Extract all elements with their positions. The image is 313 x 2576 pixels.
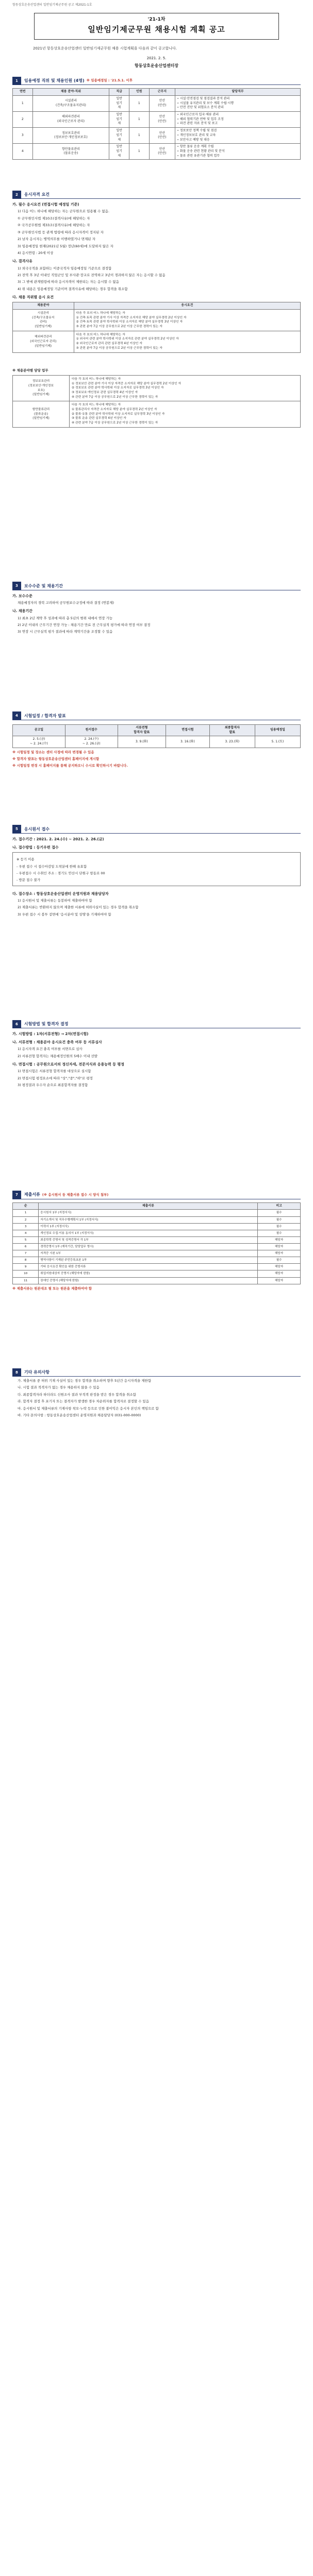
table-row: [13, 144, 301, 160]
table-row: [13, 112, 301, 128]
section-notes: [12, 1368, 301, 1418]
section-title: 기타 유의사항: [24, 1369, 50, 1375]
table-row: [13, 1210, 301, 1216]
table-cell: 일반 임기 제: [109, 128, 129, 144]
table-row: [13, 310, 301, 331]
table-cell: 필수: [258, 1257, 301, 1264]
table-cell: 해외파견관리 (외국인근로자 관리): [32, 112, 109, 128]
list-item: 마. 응시원서 및 제출서류의 기재사항 착오·누락 등으로 인한 불이익은 응시자 본인의 책임으로 함: [18, 1406, 159, 1411]
section-bar: [12, 191, 301, 199]
section-bar: [12, 825, 301, 834]
interview-list: [12, 1069, 301, 1088]
subsection-title: 나. 접수방법 : 등기우편 접수: [12, 845, 59, 850]
subsection-title: 가. 접수기간 : 2021. 2. 24.(수) ~ 2021. 2. 26.(금): [12, 837, 104, 841]
list-item: ② 국가공무원법 제33조(결격사유)에 해당하는 자: [18, 223, 90, 228]
table-header: 원서접수: [65, 724, 118, 736]
table-cell: 일반 임기 제: [109, 112, 129, 128]
table-cell: 4: [13, 1230, 39, 1236]
table-cell: 경력증명서 1부 (재직기간, 담당업무 명시): [39, 1243, 258, 1250]
list-item: ※ 등기 이용: [17, 857, 35, 862]
section-title: 응시원서 접수: [24, 826, 50, 832]
list-item: ※ 합격자 발표는 항동상호운송산업센터 홈페이지에 게시함: [12, 756, 100, 761]
table-cell: 3. 23.(화): [209, 736, 255, 748]
table-cell: 3. 16.(화): [166, 736, 209, 748]
list-item: 2) 남자 응시자는 병역의무를 이행하였거나 면제된 자: [18, 237, 95, 242]
table-header: 채용 분야·직위: [32, 89, 109, 96]
table-row: [13, 128, 301, 144]
table-cell: 해당자: [258, 1236, 301, 1243]
table-row: [13, 1250, 301, 1257]
qualification-table: [12, 302, 301, 352]
table-cell: 8: [13, 1257, 39, 1264]
table-cell: 다음 각 호의 어느 하나에 해당하는 자 ① 외국어 관련 분야 학사학위 이상 소지자로 관련 분야 실무경력 2년 이상인 자 ② 외국인근로자 관리 관련 실무경력 4년 이상인 자 ③ 관련 분야 7급 이상 공무원으로 2년 이상 근무한 경력이 있는 자: [74, 331, 300, 352]
table-cell: 10: [13, 1270, 39, 1277]
table-cell: 5: [13, 1236, 39, 1243]
list-item: 1) 최초 2년 계약 후 성과에 따라 총 5년의 범위 내에서 연장 가능: [18, 616, 113, 620]
table-cell: 항만물류관리 (물류운송): [32, 144, 109, 160]
document-screening-list: [12, 1047, 301, 1059]
table-header: 채용분야: [13, 302, 74, 310]
table-header: 면접시험: [166, 724, 209, 736]
table-header: 비고: [258, 1202, 301, 1210]
section-title: 제출서류: [24, 1192, 40, 1197]
table-cell: 안산 (안산): [149, 112, 175, 128]
subsection-title: 나. 결격사유: [12, 259, 32, 264]
table-cell: 이력서 1부 (지정서식): [39, 1223, 258, 1230]
section-number: 5: [12, 825, 21, 833]
table-cell: 최종학력 증명서 및 성적증명서 각 1부: [39, 1236, 258, 1243]
schedule-table: [12, 724, 301, 748]
table-cell: 3. 9.(화): [118, 736, 166, 748]
section-number: 2: [12, 191, 21, 199]
table-cell: 1: [13, 96, 33, 112]
table-cell: 해당자: [258, 1270, 301, 1277]
section-title: 시험방법 및 합격자 결정: [24, 1021, 69, 1026]
subsection-title: 다. 접수장소 : 항동상호운송산업센터 운영지원과 채용담당자: [12, 891, 109, 896]
table-header: 공고일: [13, 724, 65, 736]
title-box: [34, 13, 279, 40]
table-cell: 2. 24.(수) ~ 2. 26.(금): [65, 736, 118, 748]
table-cell: 다음 각 호의 어느 하나에 해당하는 자 ① 물류관리사 자격증 소지자로 해당 분야 실무경력 2년 이상인 자 ② 물류·유통 관련 분야 학사학위 이상 소지자로 실무경력 3년 이상인 자 ③ 물류 운송 관련 실무경력 4년 이상인 자 ④ 관련 분야 7급 이상 공무원으로 2년 이상 근무한 경력이 있는 자: [70, 401, 301, 427]
table-row: [13, 1216, 301, 1223]
list-item: 1) 외국국적을 포함하는 이중국적자 임용예정일 기준으로 결정함: [18, 266, 112, 270]
table-cell: 자기소개서 및 직무수행계획서 1부 (지정서식): [39, 1216, 258, 1223]
table-cell: 해당자: [258, 1264, 301, 1270]
list-item: ※ 시험일정 및 장소는 센터 사정에 따라 변경될 수 있음: [12, 750, 94, 754]
table-cell: 안산 (안산): [149, 96, 175, 112]
subsection-title: 나. 채용기간: [12, 609, 32, 614]
table-header: 순: [13, 1202, 39, 1210]
list-item: 라. 합격자 결정 후 포기자 또는 결격자가 발생한 경우 차순위자를 합격자로 결정할 수 있음: [18, 1399, 149, 1404]
table-cell: 3: [13, 1223, 39, 1230]
table-row: [13, 1257, 301, 1264]
section-title: 시험일정 / 합격자 발표: [24, 713, 66, 718]
table-row: [13, 1277, 301, 1284]
list-item: 2) 전역 후 3년 이내인 직업군인 및 부사관·장교로 전역하고 3년이 경과하지 않은 자는 응시할 수 없음: [18, 273, 166, 277]
section-number: 6: [12, 1020, 21, 1028]
list-item: 가. 제출서류 중 허위 기재 사실이 있는 경우 합격을 취소하며 향후 5년간 응시자격을 제한함: [18, 1379, 152, 1383]
table-cell: 7: [13, 1250, 39, 1257]
table-row: [13, 1264, 301, 1270]
list-item: 4) 응시연령 : 20세 이상: [18, 250, 54, 255]
table-cell: 해당자: [258, 1277, 301, 1284]
table-cell: 필수: [258, 1210, 301, 1216]
table-header: 서류전형 합격자 발표: [118, 724, 166, 736]
table-header: 임용예정일: [255, 724, 300, 736]
table-cell: ∘ 정보보안 정책 수립 및 점검 ∘ 개인정보보호 관리 및 교육 ∘ 보안사고 예방 및 대응: [175, 128, 301, 144]
section-subtitle: (※ 응시원서 등 제출서류 접수 시 양식 첨부): [42, 1192, 109, 1197]
table-cell: 필수: [258, 1223, 301, 1230]
table-row: [13, 1223, 301, 1230]
list-item: 1) 다음 어느 하나에 해당하는 자는 군무원으로 임용될 수 없음.: [18, 209, 110, 214]
list-item: 2) 2년 이내의 근무기간 연장 가능 : 채용기간 만료 전 근무실적 평가에 따라 연장 여부 결정: [18, 622, 151, 627]
table-cell: 개인정보 수집·이용 동의서 1부 (지정서식): [39, 1230, 258, 1236]
table-cell: 필수: [258, 1230, 301, 1236]
subsection-title: 다. 채용 직위별 응시 요건: [12, 295, 54, 300]
title-tag: '21-1차: [147, 16, 166, 22]
notes-list: [12, 1379, 301, 1418]
table-cell: 1: [129, 112, 149, 128]
positions-table: [12, 88, 301, 160]
section-number: 8: [12, 1368, 21, 1377]
table-row: [13, 1270, 301, 1277]
section-bar: [12, 1368, 301, 1377]
page-title: 일반임기제군무원 채용시험 계획 공고: [88, 24, 225, 34]
table-cell: ∘ 항만 물류 운송 계획 수립 ∘ 화물 운송 관련 현황 관리 및 분석 ∘ 물류 관련 유관기관 협력 업무: [175, 144, 301, 160]
list-item: 1) 응시자격 요건 충족 여부를 서면으로 심사: [18, 1047, 83, 1052]
section-documents: [12, 1191, 301, 1291]
section-bar: [12, 1020, 301, 1028]
table-row: [13, 96, 301, 112]
table-cell: 응시원서 1부 (지정서식): [39, 1210, 258, 1216]
list-item: 바. 기타 문의사항 : 항동상호운송산업센터 운영지원과 채용담당자 (031-000-0000): [18, 1413, 141, 1418]
documents-table: [12, 1202, 301, 1284]
application-list: [12, 899, 301, 917]
table-cell: ∘ 시설·안전점검 및 점검결과 분석 관리 ∘ 시설물 유지관리 및 보수 계획 수립·시행 ∘ 안전 진단 및 위험요소 분석 관리: [175, 96, 301, 112]
section-subtitle: ※ 임용예정일 : '21.5.1. 이후: [86, 78, 133, 83]
list-item: 3) 연장 시 근무실적 평가 결과에 따라 계약기간을 조정할 수 있음: [18, 630, 113, 634]
table-row: [13, 1230, 301, 1236]
subsection-title: 다. 면접시험 : 공무원으로서의 정신자세, 전문지식과 응용능력 등 평정: [12, 1062, 124, 1067]
table-row: [13, 401, 301, 427]
table-cell: 시설관리 (건축/구조물유지관리): [32, 96, 109, 112]
duty-table: [12, 375, 301, 428]
section-application: [12, 825, 301, 917]
table-cell: 해외파견관리 (외국인근로자 관리) (일반임기제): [13, 331, 74, 352]
table-cell: 일반 임기 제: [109, 144, 129, 160]
list-item: 4) 위 내용은 임용예정일 기준이며 결격사유에 해당하는 경우 합격을 취소함: [18, 286, 128, 291]
table-cell: 다음 각 호의 어느 하나에 해당하는 자 ① 정보보안 관련 분야 기사 이상 자격증 소지자로 해당 분야 실무경력 2년 이상인 자 ② 정보보호 관련 분야 학사학위 이상 소지자로 실무경력 3년 이상인 자 ③ 정보보호·개인정보 관련 실무경력 4년 이상인 자 ④ 관련 분야 7급 이상 공무원으로 2년 이상 근무한 경력이 있는 자: [70, 375, 301, 401]
table-cell: 2: [13, 1216, 39, 1223]
table-row: [13, 1236, 301, 1243]
table-cell: 시설관리 (건축/구조물유지 관리) (일반임기제): [13, 310, 74, 331]
section-bar: [12, 712, 301, 720]
list-item: 3) 평정결과 우수자 순으로 최종합격자를 결정함: [18, 1083, 88, 1088]
table-cell: 기타 응시요건 확인을 위한 증빙서류: [39, 1264, 258, 1270]
table-cell: 정보보호관리 (정보보안·개인정보 보호) (일반임기제): [13, 375, 70, 401]
table-cell: 자격증 사본 1부: [39, 1250, 258, 1257]
table-cell: 2: [13, 112, 33, 128]
section-number: 3: [12, 582, 21, 590]
list-item: - 우편접수 시 수취인 주소 : 경기도 안산시 단원구 항동로 00: [17, 871, 105, 875]
schedule-notes: [12, 750, 301, 769]
subsection-title: 가. 보수수준: [12, 594, 32, 598]
section-title: 응시자격 요건: [24, 192, 50, 197]
list-item: 2) 제출서류는 반환하지 않으며 제출한 서류에 허위사실이 있는 경우 합격을 취소함: [18, 905, 139, 910]
table-cell: 항만물류관리 (물류운송) (일반임기제): [13, 401, 70, 427]
table-cell: ∘ 외국인근로자 입국·체류 관리 ∘ 해외 협력기관 연락 및 업무 조정 ∘ 파견 관련 자료 분석 및 보고: [175, 112, 301, 128]
list-item: 1) 면접시험은 서류전형 합격자를 대상으로 실시함: [18, 1069, 91, 1074]
list-item: ① 군무원인사법 제10조(결격사유)에 해당하는 자: [18, 216, 90, 221]
subsection-title: 가. 시험방법 : 1차(서류전형) → 2차(면접시험): [12, 1032, 89, 1037]
section-bar: [12, 1191, 301, 1199]
table-header: 근무지: [149, 89, 175, 96]
section-bar: [12, 77, 301, 85]
section-eligibility: [12, 191, 301, 428]
documents-footnote: ※ 제출서류는 원본대조 필 또는 원본을 제출하여야 함: [12, 1286, 92, 1291]
period-list: [12, 616, 301, 635]
table-row: [13, 331, 301, 352]
list-item: - 방문 접수 불가: [17, 878, 41, 883]
section-bar: [12, 582, 301, 590]
section-positions: [12, 77, 301, 160]
table-cell: 1: [129, 144, 149, 160]
table-row: [13, 1243, 301, 1250]
list-item: 3) 그 밖에 관계법령에 따라 응시자격이 제한되는 자는 응시할 수 없음: [18, 280, 119, 284]
table-cell: 다음 각 호의 어느 하나에 해당하는 자 ① 건축·토목 관련 분야 기사 이상 자격증 소지자로 해당 분야 실무경력 2년 이상인 자 ② 건축·토목 관련 분야 학사학위 이상 소지자로 해당 분야 실무경력 3년 이상인 자 ③ 관련 분야 7급 이상 공무원으로 2년 이상 근무한 경력이 있는 자: [74, 310, 300, 331]
table-header: 직급: [109, 89, 129, 96]
section-exam: [12, 1020, 301, 1088]
section-number: 1: [12, 77, 21, 85]
table-cell: 취업지원대상자 증명서 (해당자에 한함): [39, 1270, 258, 1277]
disqualification-list: [12, 266, 301, 292]
table-header: 최종합격자 발표: [209, 724, 255, 736]
section-title: 보수수준 및 채용기간: [24, 583, 63, 588]
table-header: 인원: [129, 89, 149, 96]
notice-org: 항동상호운송산업센터장: [134, 63, 178, 68]
table-cell: 일반 임기 제: [109, 96, 129, 112]
table-cell: 필수: [258, 1216, 301, 1223]
list-item: 3) 임용예정일 현재(2021년 5월) 정년(60세)에 도달하지 않은 자: [18, 244, 113, 248]
application-box: [12, 852, 301, 886]
table-cell: 3: [13, 128, 33, 144]
table-cell: 6: [13, 1243, 39, 1250]
table-row: [13, 375, 301, 401]
list-item: 나. 시험 결과 적격자가 없는 경우 채용하지 않을 수 있음: [18, 1385, 100, 1390]
notice-date: 2021. 2. 5.: [146, 56, 167, 60]
table-cell: 11: [13, 1277, 39, 1284]
list-item: 3) 우편 접수 시 봉투 겉면에 '응시분야 및 성명'을 기재하여야 함: [18, 912, 111, 917]
table-cell: 안산 (안산): [149, 144, 175, 160]
subsection-title: 가. 필수 응시요건 (면접시험 예정일 기준): [12, 202, 79, 207]
table-cell: 정보보호관리 (정보보안·개인정보보호): [32, 128, 109, 144]
list-item: 2) 서류전형 합격자는 채용예정인원의 5배수 이내 선발: [18, 1054, 98, 1058]
table-cell: 장애인 증명서 (해당자에 한함): [39, 1277, 258, 1284]
table-cell: 병역사항이 기재된 주민등록초본 1부: [39, 1257, 258, 1264]
list-item: 2) 면접시험 평정요소에 따라 "상","중","하"로 평정: [18, 1076, 93, 1080]
table-cell: 4: [13, 144, 33, 160]
table-cell: 해당자: [258, 1250, 301, 1257]
table-cell: 9: [13, 1264, 39, 1270]
table-cell: 해당자: [258, 1243, 301, 1250]
table-cell: 안산 (안산): [149, 128, 175, 144]
table-cell: 5. 1.(토): [255, 736, 300, 748]
requirement-list: [12, 209, 301, 256]
list-item: 1) 응시원서 및 제출서류는 동봉하여 제출하여야 함: [18, 898, 92, 903]
duty-title: ※ 채용분야별 담당 업무: [12, 368, 48, 372]
table-header: 연번: [13, 89, 33, 96]
section-pay: [12, 582, 301, 635]
section-schedule: [12, 712, 301, 769]
intro-text: 2021년 항동상호운송산업센터 일반임기제군무원 채용 시험계획을 다음과 같이 공고합니다.: [33, 46, 177, 51]
table-header: 담당직무: [175, 89, 301, 96]
section-number: 7: [12, 1191, 21, 1199]
table-cell: 1: [129, 96, 149, 112]
subsection-title: 나. 서류전형 : 채용분야 응시요건 충족 여부 등 서류심사: [12, 1040, 102, 1045]
table-cell: 1: [13, 1210, 39, 1216]
section-number: 4: [12, 711, 21, 720]
section-title: 임용예정 직위 및 채용인원 (4명): [24, 78, 85, 83]
list-item: - 우편 접수 시 접수마감일 도착분에 한해 유효함: [17, 864, 87, 869]
list-item: ※ 시험일정 변경 시 홈페이지를 통해 공지하오니 수시로 확인하시기 바랍니다.: [12, 764, 128, 768]
list-item: 다. 최종합격자라 하더라도 신원조사 결과 부적격 판정을 받은 경우 합격을 취소함: [18, 1392, 136, 1397]
table-header: 제출서류: [39, 1202, 258, 1210]
list-item: ③ 군무원인사법 등 관계 법령에 따라 응시자격이 정지된 자: [18, 230, 104, 234]
header-note: 항동상호운송산업센터 일반임기제군무원 공고 제2021-1호: [12, 3, 92, 7]
table-cell: 1: [129, 128, 149, 144]
table-header: 응시요건: [74, 302, 300, 310]
table-cell: 2. 5.(금) ~ 2. 24.(수): [13, 736, 65, 748]
pay-text: 채용예정자의 경력 고려하여 공무원보수규정에 따라 결정 (연봉제): [18, 600, 114, 605]
